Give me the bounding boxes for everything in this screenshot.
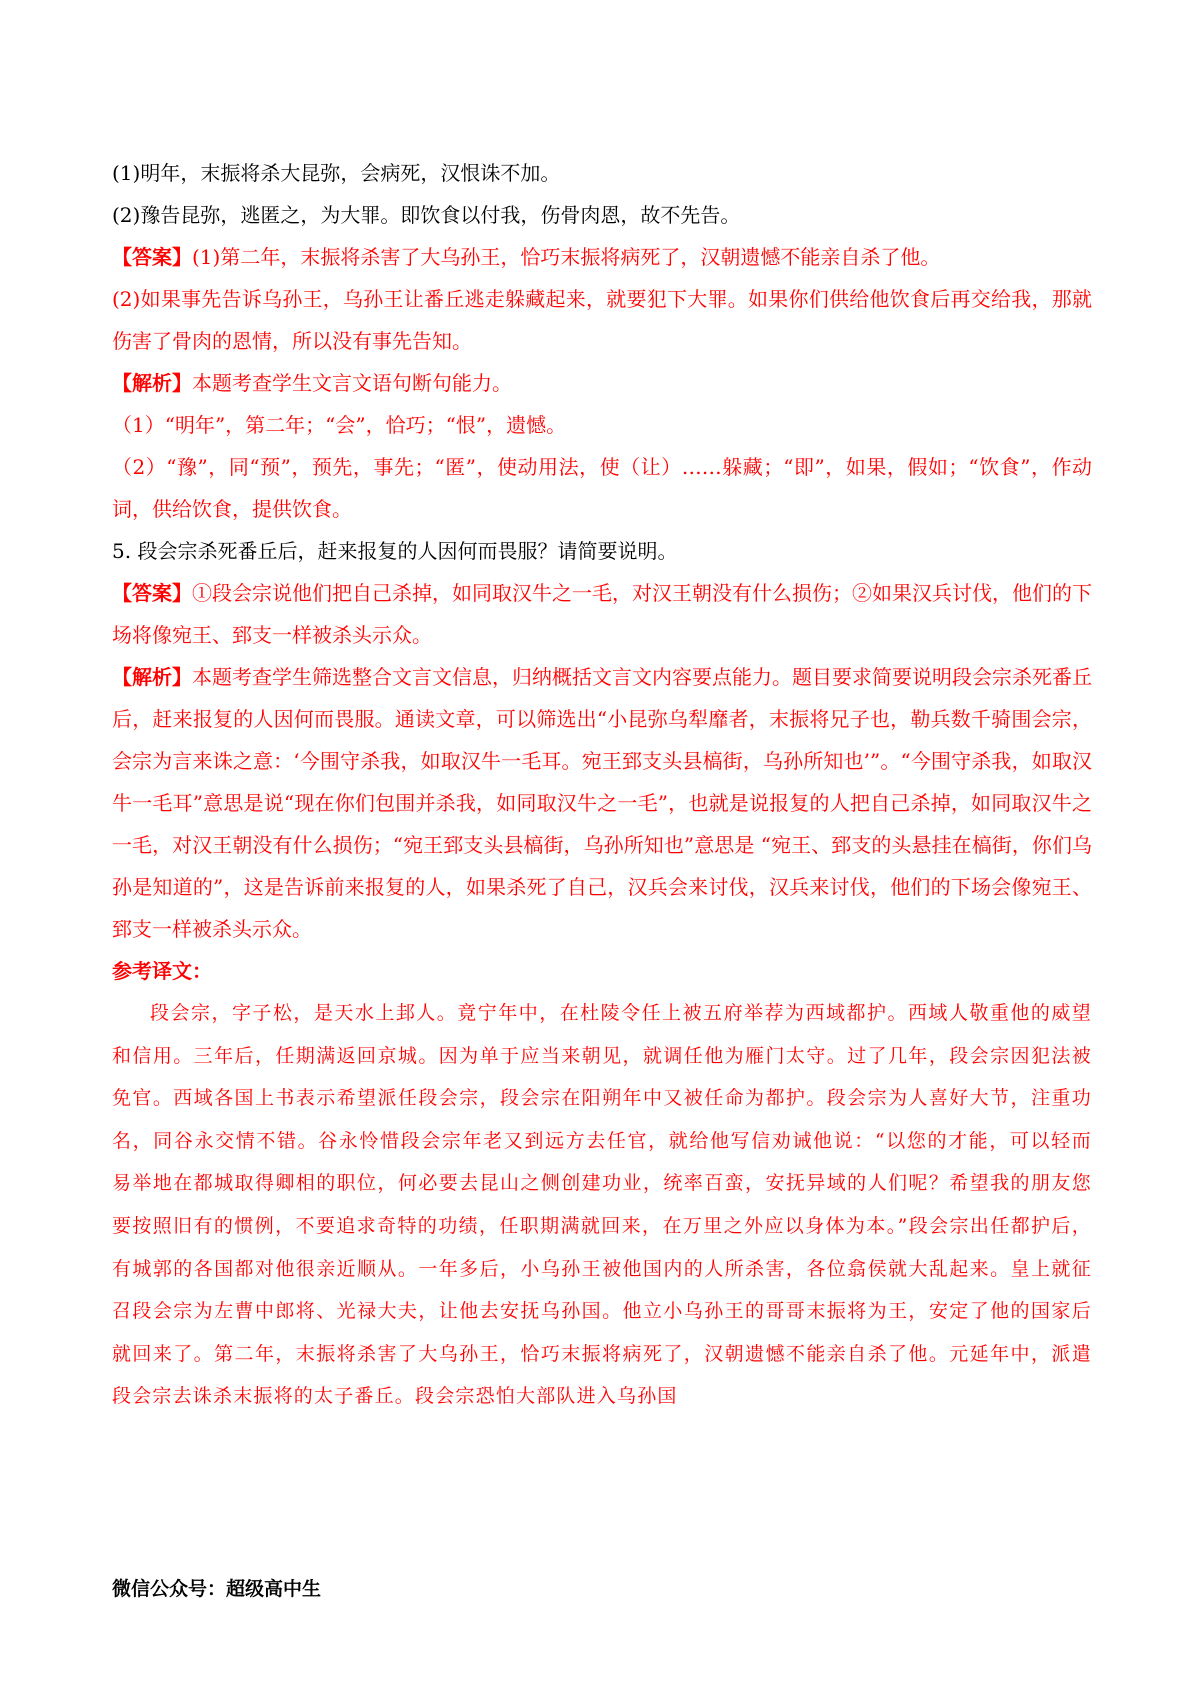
answer-5 (112, 572, 1092, 656)
answer-5-text: ①段会宗说他们把自己杀掉，如同取汉牛之一毛，对汉王朝没有什么损伤；②如果汉兵讨伐，他们的下场将像宛王、郅支一样被杀头示众。 (112, 581, 1092, 647)
analysis-4-intro: 本题考查学生文言文语句断句能力。 (192, 371, 512, 395)
analysis-4-point-1: （1）“明年”，第二年；“会”，恰巧；“恨”，遗憾。 (112, 413, 567, 437)
document-body (112, 152, 1092, 1418)
sentence-1: (1)明年，末振将杀大昆弥，会病死，汉恨诛不加。 (112, 161, 561, 185)
translation-text: 段会宗，字子松，是天水上邽人。竟宁年中，在杜陵令任上被五府举荐为西域都护。西域人敬重他的威望和信用。三年后，任期满返回京城。因为单于应当来朝见，就调任他为雁门太守。过了几年，段会宗因犯法被免官。西域各国上书表示希望派任段会宗，段会宗在阳朔年中又被任命为都护。段会宗为人喜好大节，注重功名，同谷永交情不错。谷永怜惜段会宗年老又到远方去任官，就给他写信劝诫他说：“以您的才能，可以轻而易举地在都城取得卿相的职位，何必要去昆山之侧创建功业，统率百蛮，安抚异域的人们呢？希望我的朋友您要按照旧有的惯例，不要追求奇特的功绩，任职期满就回来，在万里之外应以身体为本。”段会宗出任都护后，有城郭的各国都对他很亲近顺从。一年多后，小乌孙王被他国内的人所杀害，各位翕侯就大乱起来。皇上就征召段会宗为左曹中郎将、光禄大夫，让他去安抚乌孙国。他立小乌孙王的哥哥末振将为王，安定了他的国家后就回来了。第二年，末振将杀害了大乌孙王，恰巧末振将病死了，汉朝遗憾不能亲自杀了他。元延年中，派遣段会宗去诛杀末振将的太子番丘。段会宗恐怕大部队进入乌孙国 (112, 1002, 1092, 1408)
analysis-5-text: 本题考查学生筛选整合文言文信息，归纳概括文言文内容要点能力。题目要求简要说明段会宗杀死番丘后，赶来报复的人因何而畏服。通读文章，可以筛选出“小昆弥乌犁靡者，末振将兄子也，勒兵数千骑围会宗，会宗为言来诛之意：‘今围守杀我，如取汉牛一毛耳。宛王郅支头县槁街，乌孙所知也’”。“今围守杀我，如取汉牛一毛耳”意思是说“现在你们包围并杀我，如同取汉牛之一毛”，也就是说报复的人把自己杀掉，如同取汉牛之一毛，对汉王朝没有什么损伤；“宛王郅支头县槁街，乌孙所知也”意思是 “宛王、郅支的头悬挂在槁街，你们乌孙是知道的”，这是告诉前来报复的人，如果杀死了自己，汉兵会来讨伐，汉兵来讨伐，他们的下场会像宛王、郅支一样被杀头示众。 (112, 665, 1092, 941)
question-5: 5. 段会宗杀死番丘后，赶来报复的人因何而畏服？请简要说明。 (112, 539, 678, 563)
translation-heading: 参考译文： (112, 959, 212, 983)
sentence-2: (2)豫告昆弥，逃匿之，为大罪。即饮食以付我，伤骨肉恩，故不先告。 (112, 203, 741, 227)
analysis-5 (112, 656, 1092, 950)
analysis-label: 【解析】 (112, 371, 192, 395)
footer-wechat-account: 微信公众号：超级高中生 (112, 1578, 322, 1600)
answer-4-line-1 (112, 236, 1092, 278)
analysis-4-point-2: （2）“豫”，同“预”，预先，事先；“匿”，使动用法，使（让）……躲藏；“即”，如果，假如；“饮食”，作动词，供给饮食，提供饮食。 (112, 455, 1092, 521)
answer-4-text-2: (2)如果事先告诉乌孙王，乌孙王让番丘逃走躲藏起来，就要犯下大罪。如果你们供给他饮食后再交给我，那就伤害了骨肉的恩情，所以没有事先告知。 (112, 287, 1092, 353)
analysis-label: 【解析】 (112, 665, 192, 689)
answer-4-text-1: (1)第二年，末振将杀害了大乌孙王，恰巧末振将病死了，汉朝遗憾不能亲自杀了他。 (192, 245, 941, 269)
answer-label: 【答案】 (112, 245, 192, 269)
answer-label: 【答案】 (112, 581, 192, 605)
analysis-4-intro-line (112, 362, 1092, 404)
